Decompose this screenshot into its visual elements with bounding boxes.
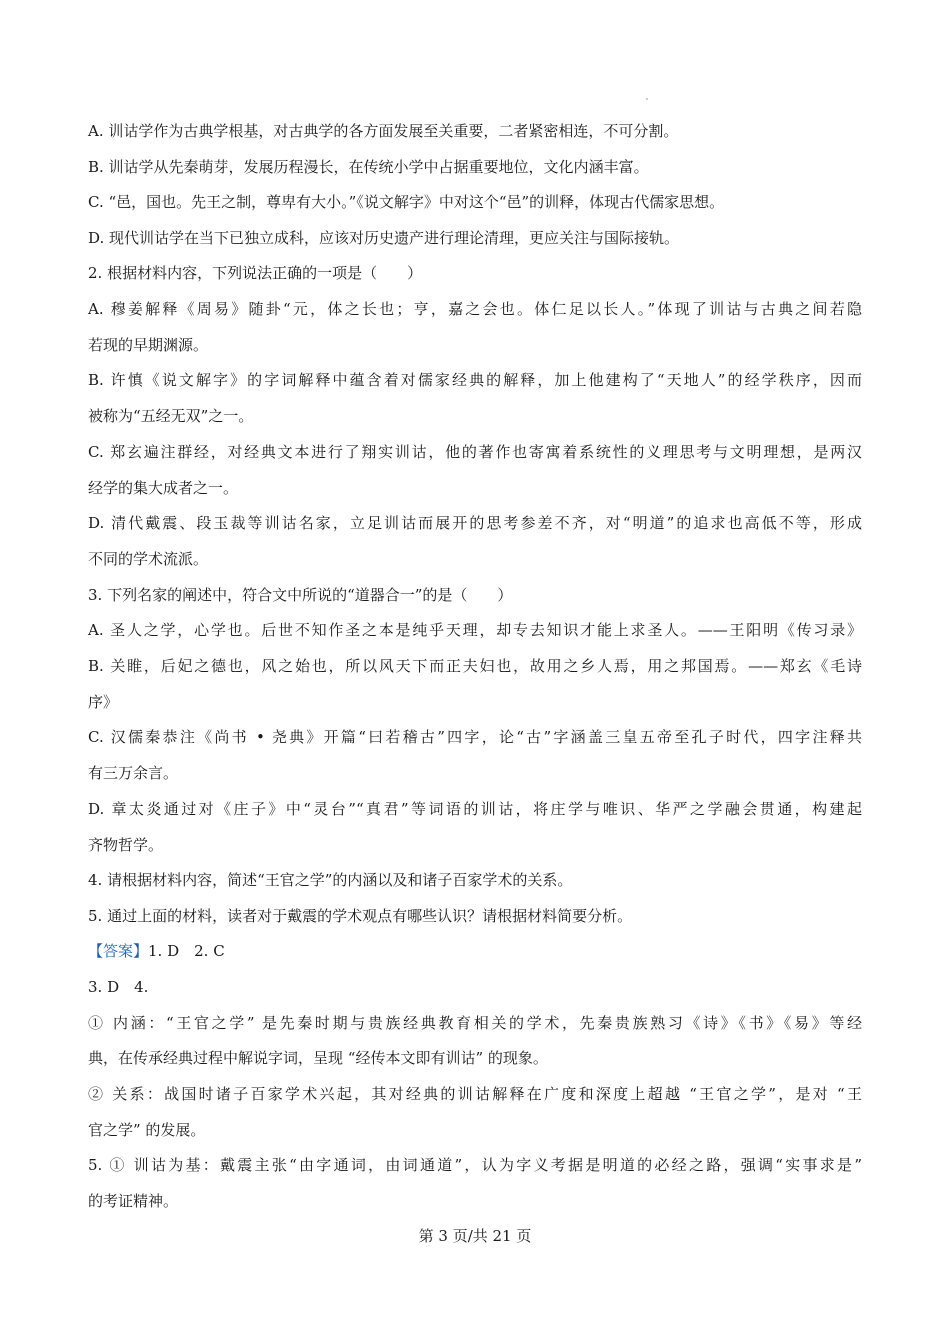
- question-5: 5. 通过上面的材料，读者对于戴震的学术观点有哪些认识？请根据材料简要分析。: [88, 907, 633, 925]
- option-3b: B. 关睢，后妃之德也，风之始也，所以风天下而正夫妇也，故用之乡人焉，用之邦国焉。——郑玄《毛诗: [88, 657, 862, 675]
- option-2a-cont: 若现的早期渊源。: [88, 336, 209, 354]
- answer-4-meaning: ① 内涵：“王官之学” 是先秦时期与贵族经典教育相关的学术，先秦贵族熟习《诗》《书》《易》等经: [88, 1014, 862, 1032]
- answer-text: 1. D 2. C: [148, 942, 225, 960]
- option-2b: B. 许慎《说文解字》的字词解释中蕴含着对儒家经典的解释，加上他建构了“天地人”的经学秩序，因而: [88, 371, 862, 389]
- question-2: 2. 根据材料内容，下列说法正确的一项是（ ）: [88, 264, 423, 282]
- option-3c-cont: 有三万余言。: [88, 764, 179, 782]
- option-2c-cont: 经学的集大成者之一。: [88, 479, 239, 497]
- option-2d-cont: 不同的学术流派。: [88, 550, 209, 568]
- answer-5-cont: 的考证精神。: [88, 1192, 179, 1210]
- answer-tag: 【答案】: [88, 942, 149, 960]
- answer-4-meaning-cont: 典，在传承经典过程中解说字词，呈现 “经传本文即有训诂” 的现象。: [88, 1049, 548, 1067]
- answer-4-relation-cont: 官之学” 的发展。: [88, 1121, 206, 1139]
- option-2a: A. 穆姜解释《周易》随卦“元，体之长也；亨，嘉之会也。体仁足以长人。”体现了训诂与古典之间若隐: [88, 300, 862, 318]
- option-3b-cont: 序》: [88, 693, 119, 711]
- option-3a: A. 圣人之学，心学也。后世不知作圣之本是纯乎天理，却专去知识才能上求圣人。——王阳明《传习录》: [88, 621, 862, 639]
- answer-5: 5. ① 训诂为基：戴震主张“由字通词，由词通道”，认为字义考据是明道的必经之路，强调“实事求是”: [88, 1156, 862, 1174]
- option-1d: D. 现代训诂学在当下已独立成科，应该对历史遗产进行理论清理，更应关注与国际接轨。: [88, 229, 680, 247]
- option-1b: B. 训诂学从先秦萌芽，发展历程漫长，在传统小学中占据重要地位，文化内涵丰富。: [88, 158, 649, 176]
- option-2d: D. 清代戴震、段玉裁等训诂名家，立足训诂而展开的思考参差不齐，对“明道”的追求也高低不等，形成: [88, 514, 862, 532]
- scan-speck: [646, 98, 648, 100]
- option-1c: C. “邑，国也。先王之制，尊卑有大小。”《说文解字》中对这个“邑”的训释，体现古代儒家思想。: [88, 193, 725, 211]
- option-2c: C. 郑玄遍注群经，对经典文本进行了翔实训诂，他的著作也寄寓着系统性的义理思考与文明理想，是两汉: [88, 443, 862, 461]
- answer-4-relation: ② 关系：战国时诸子百家学术兴起，其对经典的训诂解释在广度和深度上超越 “王官之学”，是对 “王: [88, 1085, 862, 1103]
- option-3d: D. 章太炎通过对《庄子》中“灵台”“真君”等词语的训诂，将庄学与唯识、华严之学融会贯通，构建起: [88, 800, 862, 818]
- question-4: 4. 请根据材料内容，简述“王官之学”的内涵以及和诸子百家学术的关系。: [88, 871, 573, 889]
- question-3: 3. 下列名家的阐述中，符合文中所说的“道器合一”的是（ ）: [88, 586, 513, 604]
- option-2b-cont: 被称为“五经无双”之一。: [88, 407, 254, 425]
- option-1a: A. 训诂学作为古典学根基，对古典学的各方面发展至关重要，二者紧密相连，不可分割。: [88, 122, 679, 140]
- answer-3-4: 3. D 4.: [88, 978, 149, 996]
- answer-line: [88, 941, 862, 961]
- option-3d-cont: 齐物哲学。: [88, 836, 164, 854]
- page-footer: 第 3 页/共 21 页: [418, 1227, 532, 1245]
- option-3c: C. 汉儒秦恭注《尚书 • 尧典》开篇“曰若稽古”四字，论“古”字涵盖三皇五帝至孔子时代，四字注释共: [88, 728, 862, 746]
